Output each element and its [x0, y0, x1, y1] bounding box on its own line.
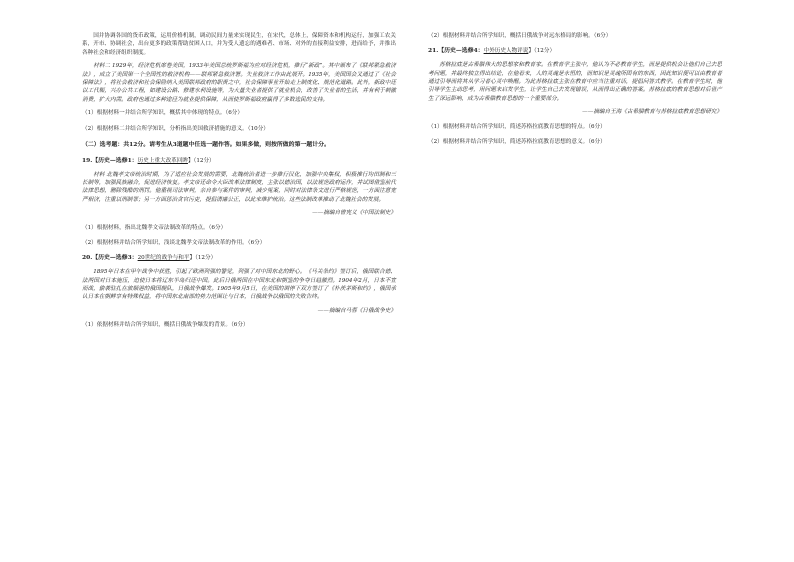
material-2: 材料二 1929年，经济危机席卷美国，1933年美国总统罗斯福为应对经济危机，推行“新政”。其中颁布了《联邦紧急救济法》，成立了美国第一个全国性的救济机构——联邦紧急救济署。失业救济工作由此展开。1935年，美国国会又通过了《社会保障法》，将社会救济和社会保险纳入美国联邦政府的职责之中，社会保障事业开始走上制度化、规范化道路。此外，新政中还以工代赈，兴办公共工程，如建设公路、修建水利设施等，为大量失业者提供了就业机会，改善了失业者的生活，并有利于刺激消费，扩大内需。政府也通过多种途径为就业提供保障，从而使罗斯福政府赢得了多数选民的支持。: [82, 63, 396, 103]
left-column: [82, 32, 396, 337]
source-20: ——摘编自马蓉《日俄战争史》: [317, 307, 396, 314]
question-20-topic: 20世纪的战争与和平: [137, 255, 190, 262]
material-19: 材料 北魏孝文帝统治时期，为了适应社会发展的需要，北魏统治者进一步推行汉化，加强中央集权，积极推行均田制和三长制等，加强民族融合，促进经济恢复。孝文帝还命令大臣改革法律制度，主张以德治国，以法规范政府运作，并试图借鉴前代法律思想，删除残酷的刑罚。他重视司法审判，亲自参与案件的审判，减少冤案，同时对法律条文进行严格规范，一方面注意宽严相济，注重以刑制罪；另一方面惩治贪官污吏，提倡清廉公正，以此来维护统治。这些法制改革推动了北魏社会的发展。: [82, 171, 396, 203]
section-heading-elective: （二）选考题：共12分。请考生从3道题中任选一题作答。如果多做，则按所做的第一题计分。: [82, 140, 330, 148]
right-column: [428, 32, 722, 153]
question-21-1: （1）根据材料并结合所学知识，简述苏格拉底教育思想的特点。（6分）: [428, 123, 606, 130]
question-20-2: （2）根据材料并结合所学知识，概括日俄战争对远东格局的影响。（6分）: [428, 33, 612, 39]
question-19-title: 19.【历史—选修1：历史上重大改革回眸】（12分）: [82, 156, 215, 164]
question-21-topic: 中外历史人物评说: [483, 48, 529, 55]
source-19: ——摘编自曾宪义《中国法制史》: [312, 210, 396, 217]
question-19-topic: 历史上重大改革回眸: [137, 157, 188, 164]
question-20-1: （1）依据材料并结合所学知识，概括日俄战争爆发的背景。（6分）: [82, 322, 249, 329]
question-21-2: （2）根据材料并结合所学知识，简述苏格拉底教育思想的意义。（6分）: [428, 138, 606, 145]
material-1-tail: 国并协调各国的货币政策，运用价格机制，调动民间力量来实现民生，在宋代，总体上，保障资本和机构运行，加强工农关系，开市、协调社会，出台更多的政策帮助贫困人口，并为受人遗忘的遇难者、市场、对外的直接利益安排，进而给予，并推出各种社会和经济组织制度。: [82, 33, 396, 56]
source-21: ——摘编自王海《古希腊教育与苏格拉底教育思想研究》: [582, 109, 722, 116]
question-2: （2）根据材料二并结合所学知识，分析指出美国救济措施的意义。（10分）: [82, 125, 269, 132]
question-19-2: （2）根据材料并结合所学知识，浅谈北魏孝文帝法制改革的作用。（6分）: [82, 239, 266, 246]
question-20-title: 20.【历史—选修3：20世纪的战争与和平】（12分）: [82, 254, 217, 262]
material-21: 苏格拉底是古希腊伟大的思想家和教育家。在教育学主张中，他认为不必教育学生，而是提供机会让他们自己去思考问题，并最终独立得出结论，在他看来，人的灵魂是永恒的，而知识是灵魂所固有的东西，因此知识便可以由教育者通过引导而将其从学习者心灵中唤醒。为此苏格拉底主张在教育中应当注重对话，提倡问答式教学。在教育学生时，他引导学生主动思考，用问题来启发学生，让学生自己去发现错误，从而得出正确的答案。苏格拉底的教育思想对后世产生了深远影响，成为古希腊教育思想的一个重要部分。: [428, 62, 722, 102]
material-20: 1895年日本在甲午战争中获胜，引起了欧洲列强的警觉，列强了对中国东北的野心。《马关条约》签订后，俄国联合德、法两国对日本施压，迫使日本将辽东半岛归还中国。此后日俄两国在中国东北和朝鉴的争夺日趋激烈。1904年2月，日本不宣而战，偷袭驻扎在旅顺港的俄国舰队，日俄战争爆发。1905年9月5日，在美国的调停下双方签订了《朴茨茅斯和约》，俄国承认日本在朝鲜享有特殊权益，将中国东北南部的势力范围让与日本，日俄战争以俄国的失败告终。: [82, 269, 396, 301]
question-1: （1）根据材料一并结合所学知识，概括其中体现的特点。（6分）: [82, 110, 243, 117]
question-21-title: 21.【历史—选修4：中外历史人物评说】（12分）: [428, 47, 556, 55]
question-19-1: （1）根据材料，指出北魏孝文帝法制改革的特点。（6分）: [82, 224, 227, 231]
